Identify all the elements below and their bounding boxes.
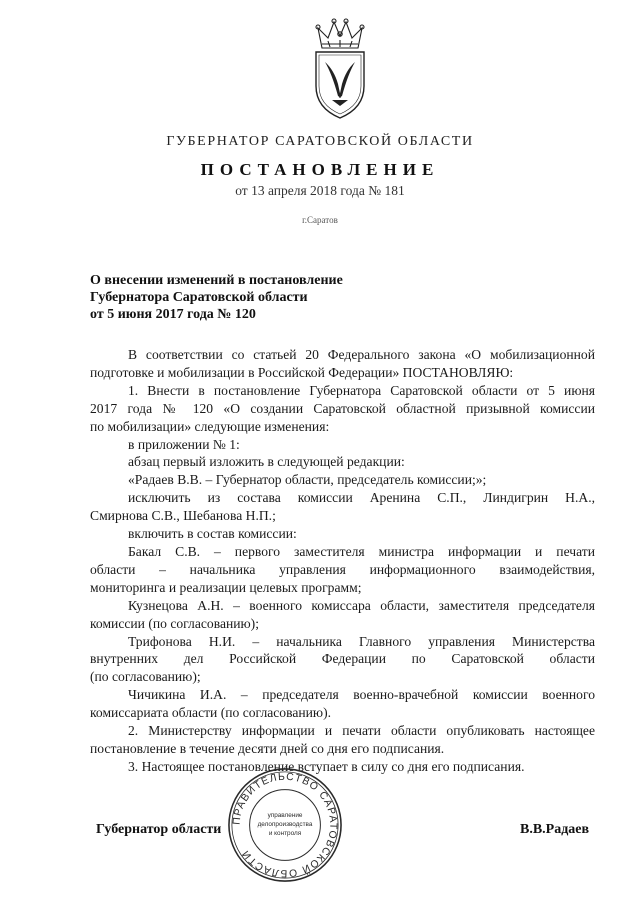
body-line: постановление в течение десяти дней со дня его подписания. (90, 740, 445, 756)
official-stamp (226, 766, 344, 884)
coat-of-arms-emblem (308, 14, 372, 124)
body-line: комиссии (по согласованию); (90, 615, 259, 631)
body-line: Смирнова С.В., Шебанова Н.П.; (90, 508, 276, 524)
body-line: в приложении № 1: (128, 436, 240, 452)
body-line: Кузнецова А.Н. – военного комиссара области, заместителя председателя (128, 597, 595, 613)
body-line: области – начальника управления информационного взаимодействия, (90, 561, 595, 577)
subject-line: Губернатора Саратовской области (90, 290, 308, 305)
stamp-inner-line: и контроля (268, 829, 302, 837)
issuer-title: ГУБЕРНАТОР САРАТОВСКОЙ ОБЛАСТИ (166, 134, 474, 149)
document-type: ПОСТАНОВЛЕНИЕ (200, 160, 440, 179)
body-line: «Радаев В.В. – Губернатор области, председатель комиссии;»; (128, 472, 487, 488)
stamp-inner-line: управление (267, 812, 303, 820)
body-line: 2. Министерству информации и печати области опубликовать настоящее (128, 723, 595, 739)
body-line: подготовке и мобилизации в Российской Федерации» ПОСТАНОВЛЯЮ: (90, 364, 514, 380)
body-line: по мобилизации» следующие изменения: (90, 418, 330, 434)
body-line: мониторинга и реализации целевых программ; (90, 579, 362, 595)
body-line: абзац первый изложить в следующей редакции: (128, 454, 405, 470)
body-line: Трифонова Н.И. – начальника Главного управления Министерства (128, 633, 595, 649)
body-line: (по согласованию); (90, 669, 201, 685)
body-line: Чичикина И.А. – председателя военно-врачебной комиссии военного (128, 687, 595, 703)
body-line: включить в состав комиссии: (128, 526, 297, 542)
body-line: 2017 года № 120 «О создании Саратовской областной призывной комиссии (90, 400, 595, 416)
signatory-name: В.В.Радаев (520, 822, 590, 837)
document-body (90, 346, 595, 776)
signatory-position: Губернатор области (96, 822, 222, 837)
city-name: г.Саратов (302, 215, 338, 225)
document-date-number: от 13 апреля 2018 года № 181 (235, 183, 405, 198)
body-line: 3. Настоящее постановление вступает в силу со дня его подписания. (128, 758, 525, 774)
document-subject (90, 272, 510, 323)
body-line: Бакал С.В. – первого заместителя министра информации и печати (128, 543, 595, 559)
body-line: комиссариата области (по согласованию). (90, 705, 331, 721)
body-line: исключить из состава комиссии Аренина С.П., Линдигрин Н.А., (128, 490, 595, 506)
body-line: внутренних дел Российской Федерации по Саратовской области (90, 651, 595, 667)
subject-line: от 5 июня 2017 года № 120 (90, 307, 256, 322)
subject-line: О внесении изменений в постановление (90, 273, 343, 288)
stamp-inner-line: делопроизводства (257, 820, 313, 828)
stamp-outer-text: ПРАВИТЕЛЬСТВО САРАТОВСКОЙ ОБЛАСТИ (231, 771, 339, 879)
body-line: В соответствии со статьей 20 Федерального закона «О мобилизационной (128, 347, 595, 362)
body-line: 1. Внести в постановление Губернатора Саратовской области от 5 июня (128, 382, 595, 398)
